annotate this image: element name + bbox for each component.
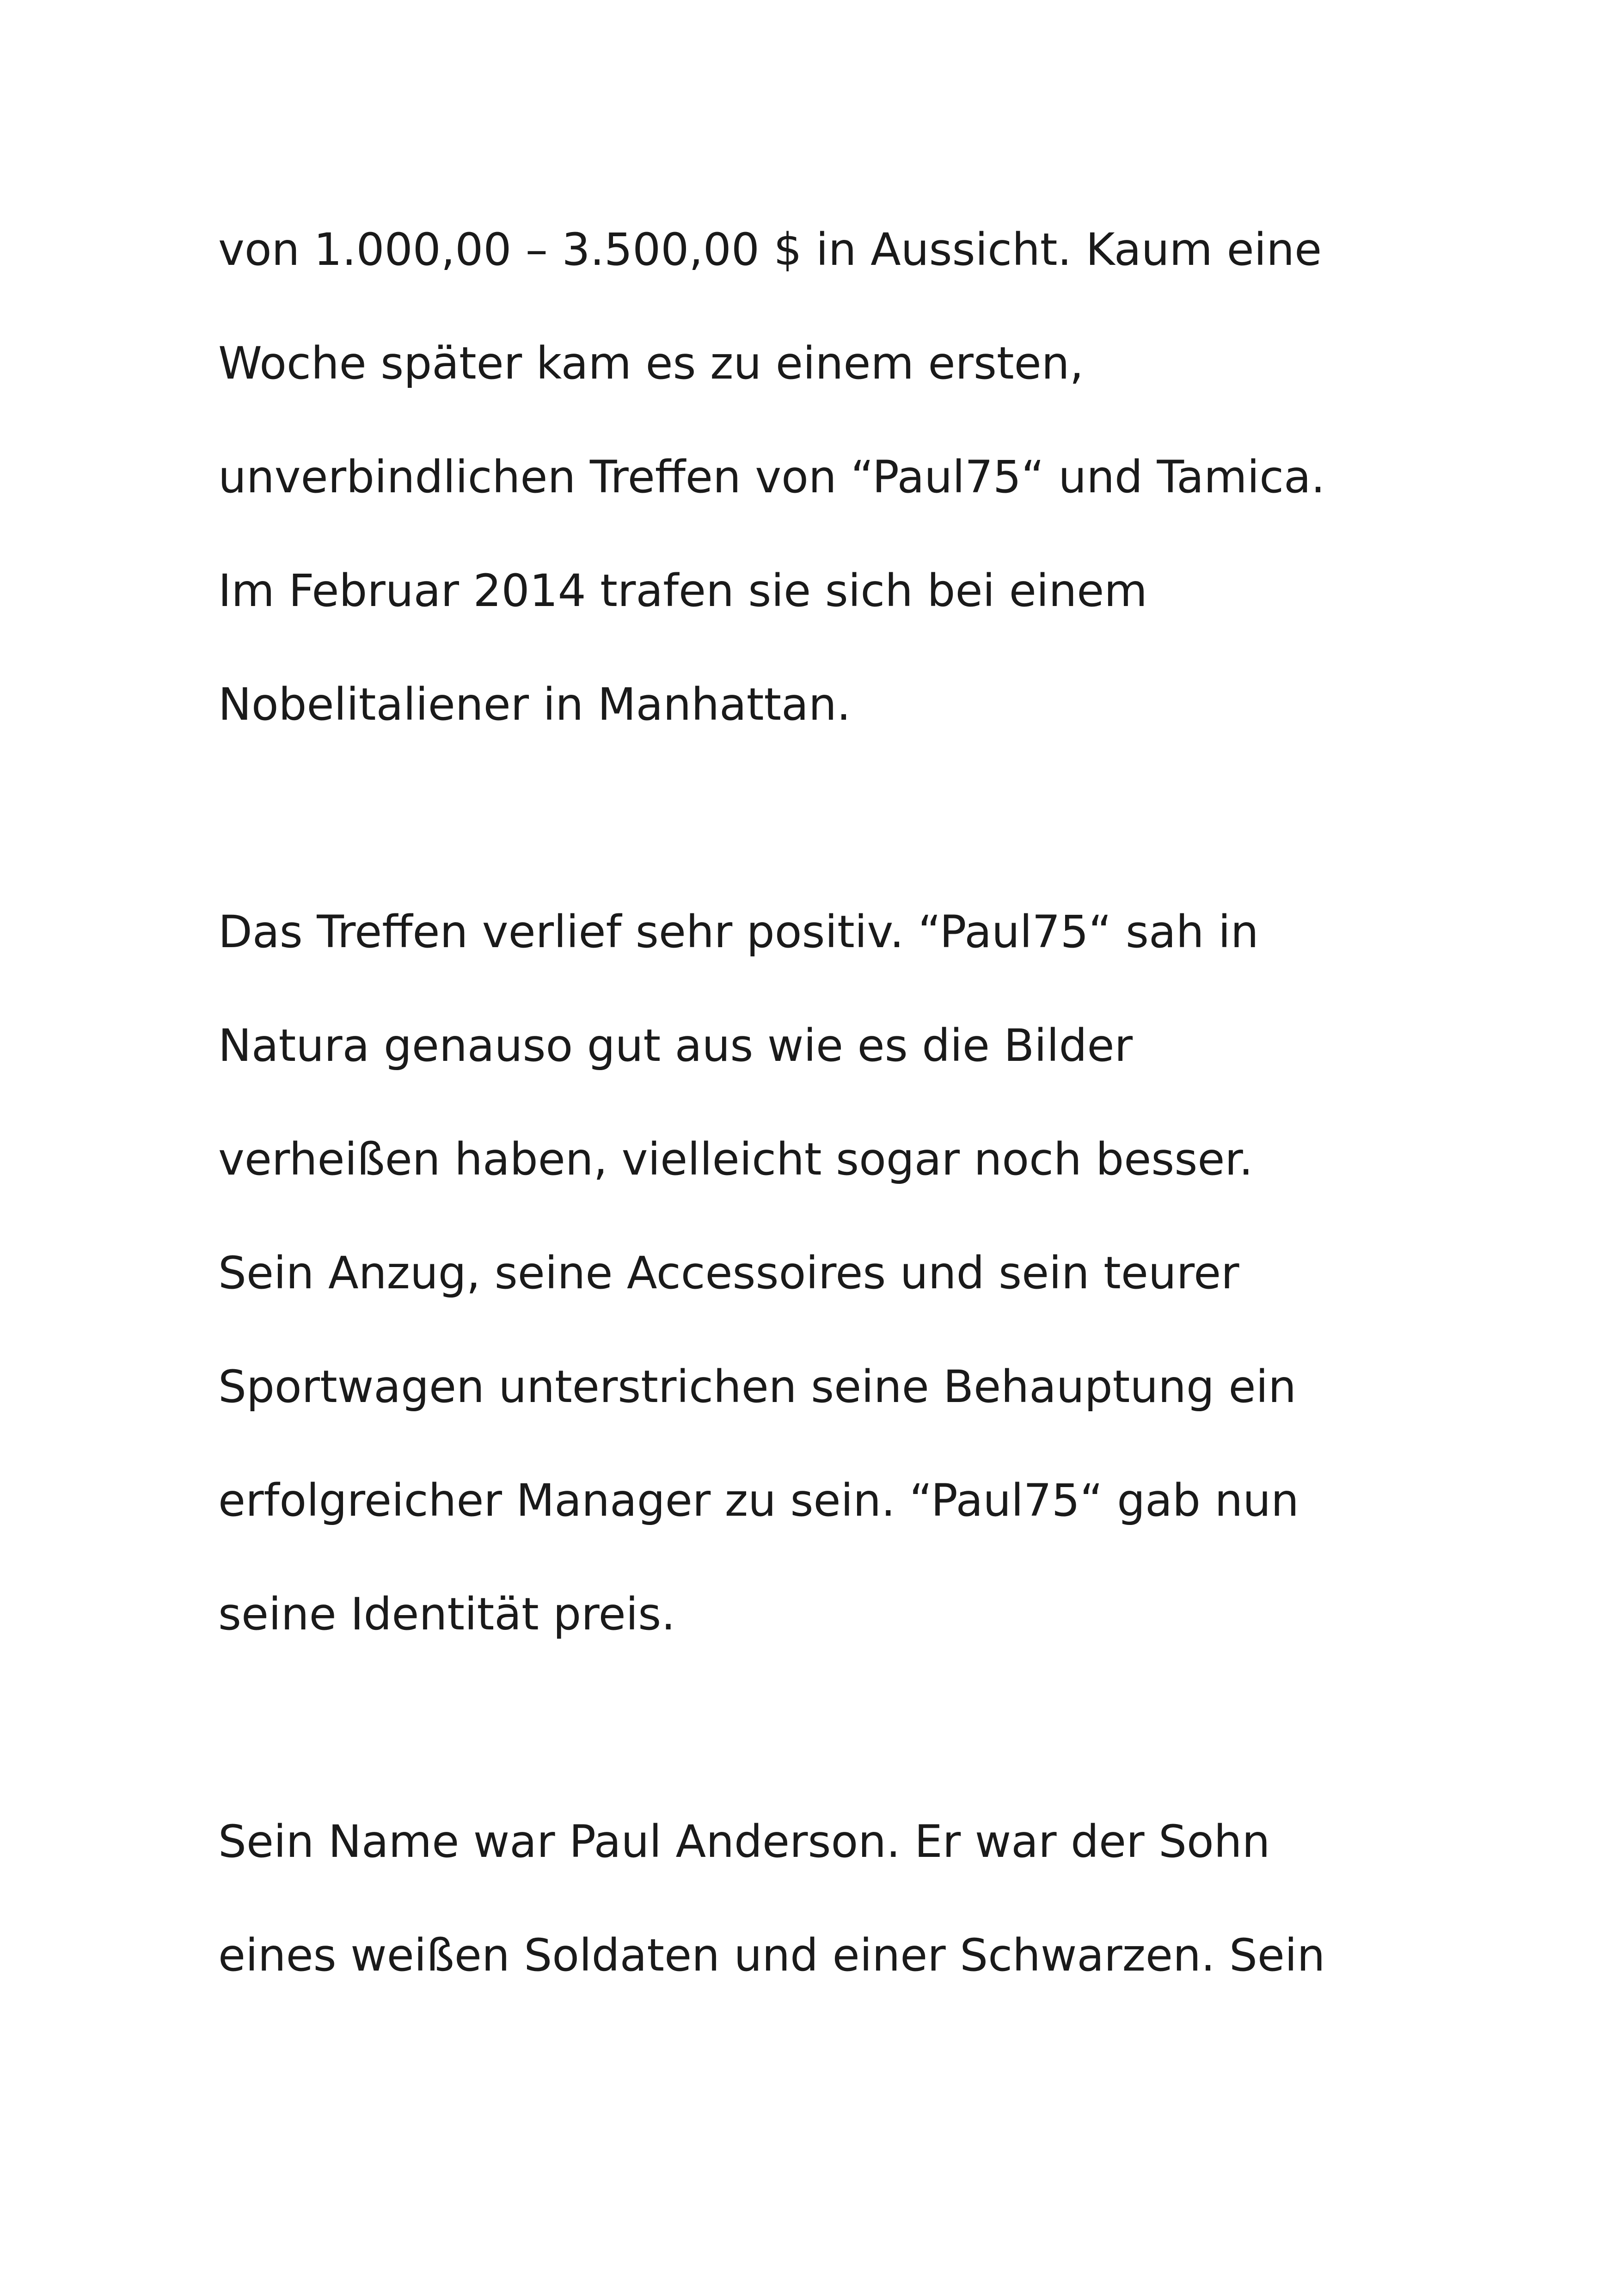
text-line: seine Identität preis. <box>218 1588 675 1640</box>
text-line: Woche später kam es zu einem ersten, <box>218 337 1084 389</box>
text-line: verheißen haben, vielleicht sogar noch besser. <box>218 1133 1253 1185</box>
text-line: Sein Name war Paul Anderson. Er war der Sohn <box>218 1816 1270 1867</box>
text-line: Im Februar 2014 trafen sie sich bei einem <box>218 565 1147 617</box>
text-line: erfolgreicher Manager zu sein. “Paul75“ gab nun <box>218 1475 1299 1526</box>
text-line: Das Treffen verlief sehr positiv. “Paul75“ sah in <box>218 906 1259 958</box>
text-line: Nobelitaliener in Manhattan. <box>218 679 851 730</box>
text-line: von 1.000,00 – 3.500,00 $ in Aussicht. Kaum eine <box>218 224 1322 276</box>
text-line: Sein Anzug, seine Accessoires und sein teurer <box>218 1247 1239 1299</box>
text-line: Natura genauso gut aus wie es die Bilder <box>218 1020 1133 1071</box>
text-line: eines weißen Soldaten und einer Schwarzen. Sein <box>218 1929 1325 1981</box>
text-line: unverbindlichen Treffen von “Paul75“ und Tamica. <box>218 451 1325 503</box>
text-line: Sportwagen unterstrichen seine Behauptung ein <box>218 1361 1297 1413</box>
